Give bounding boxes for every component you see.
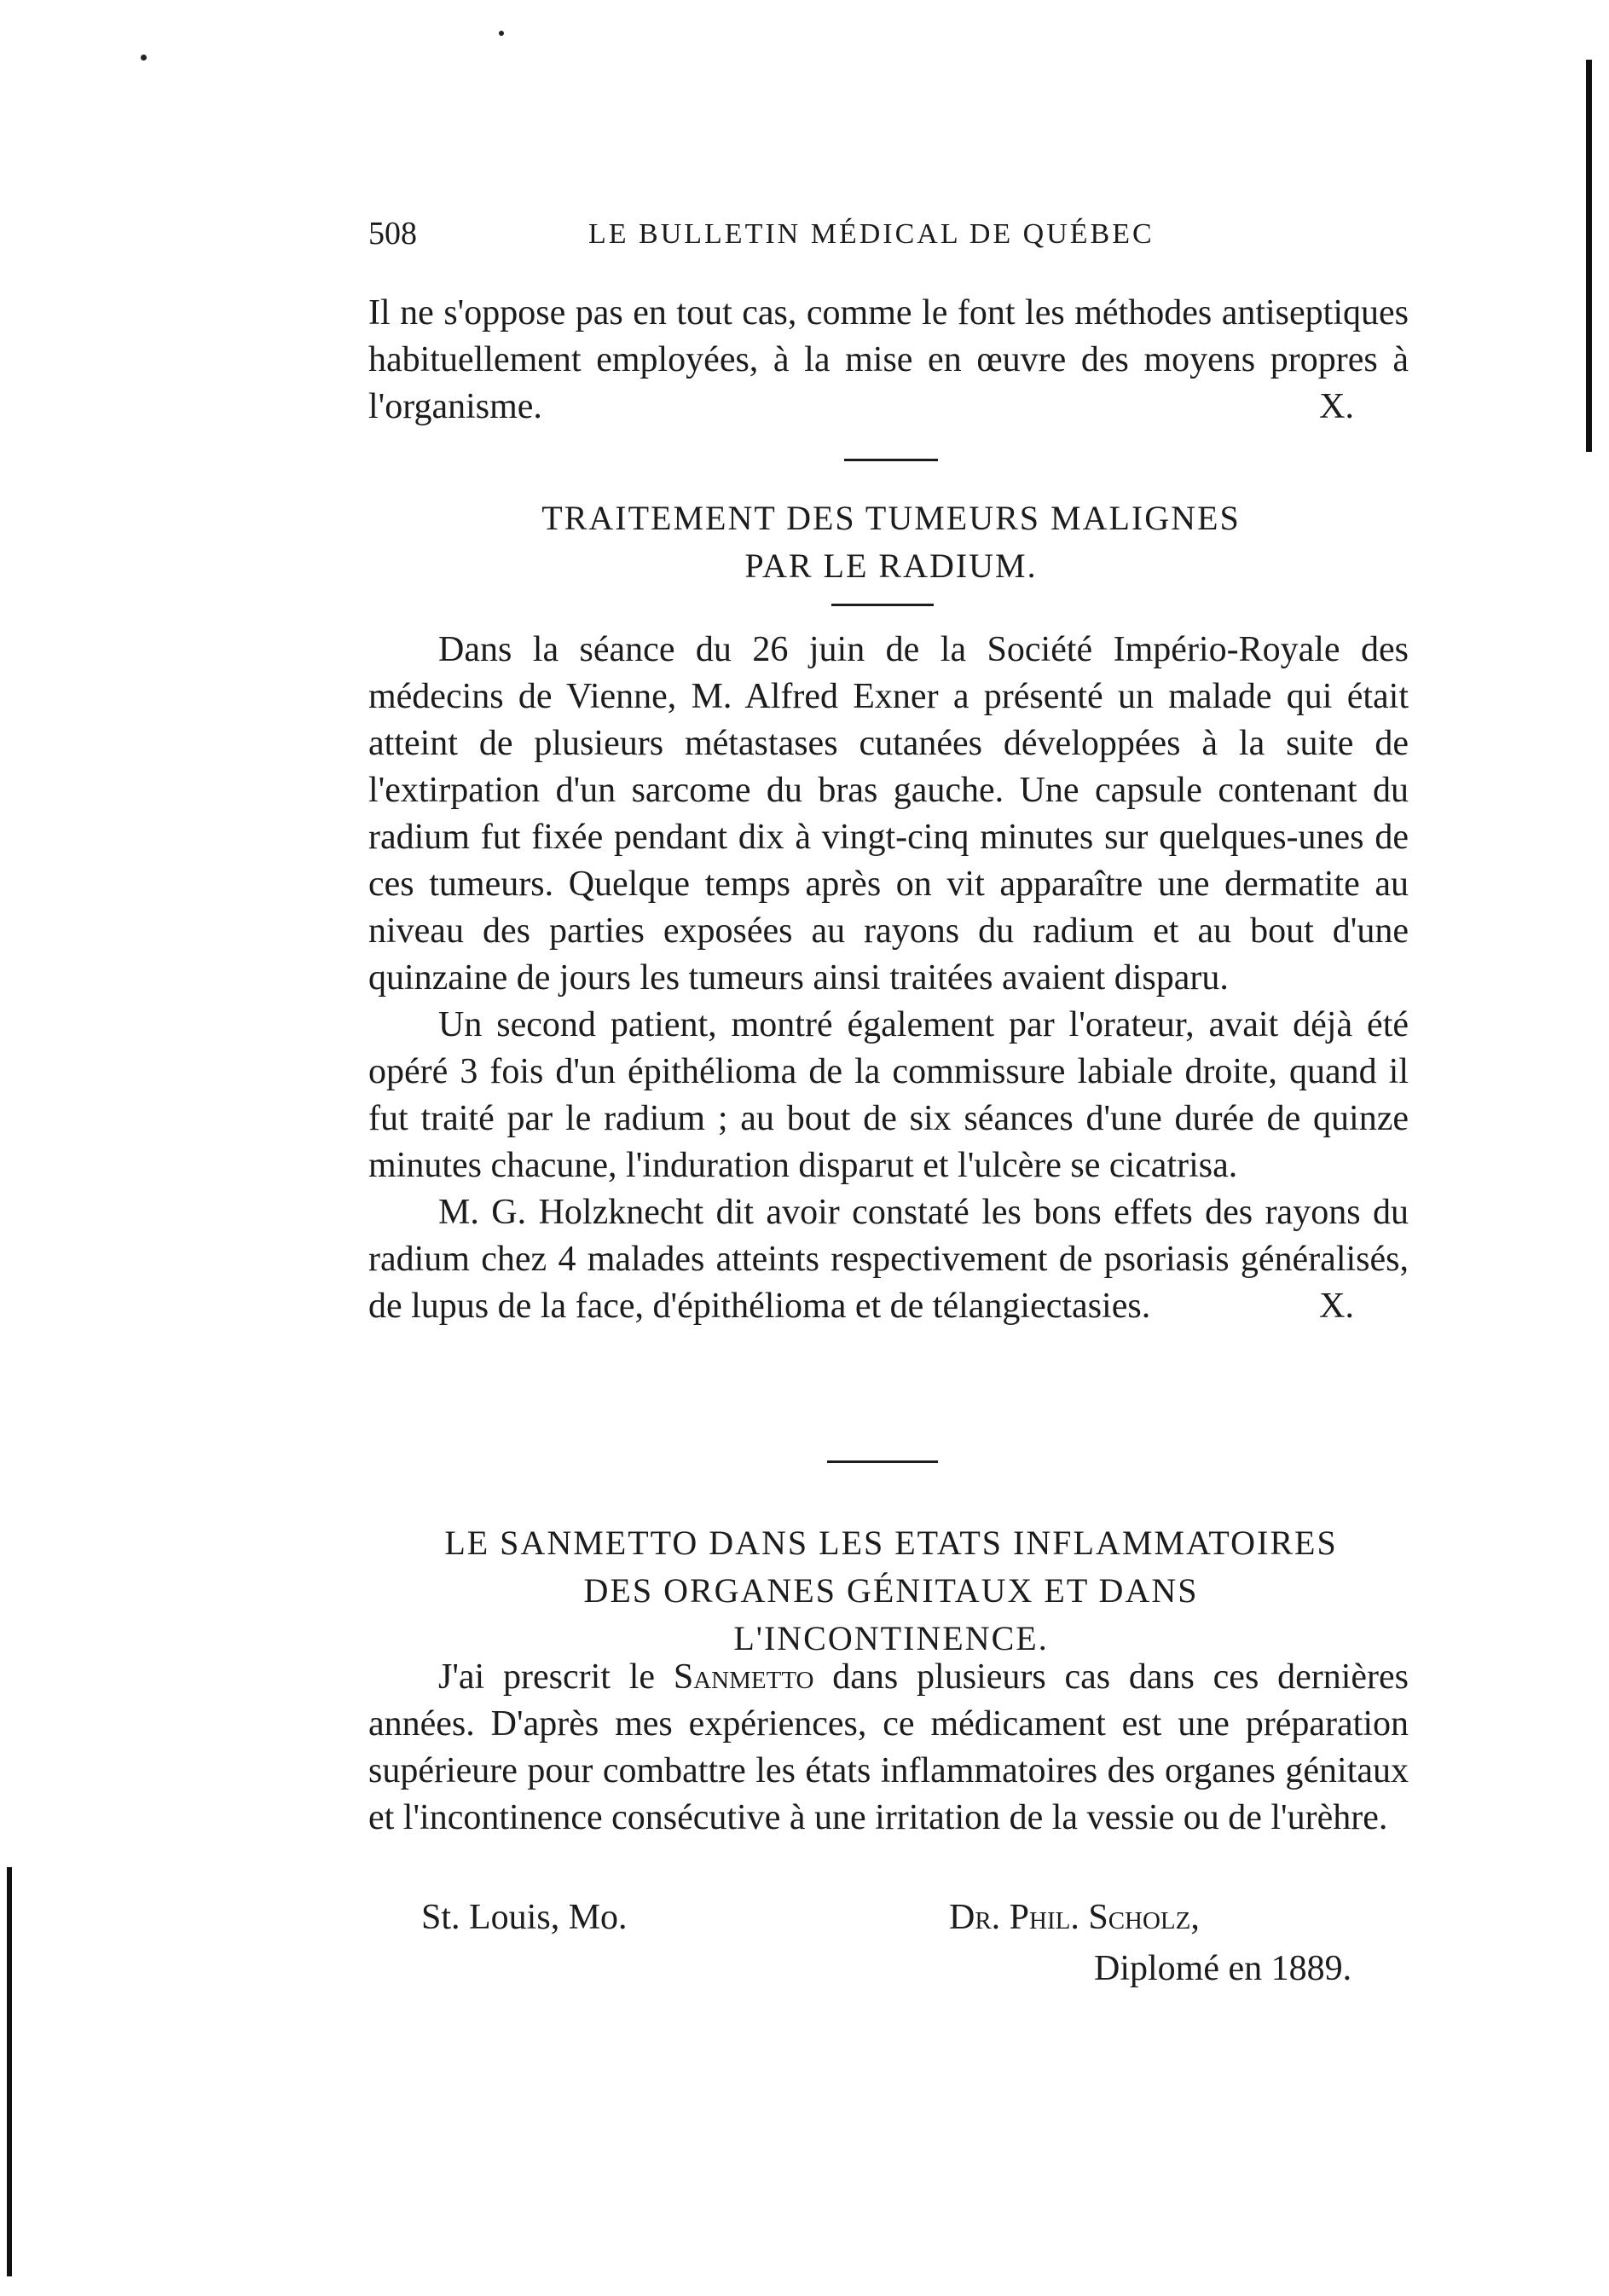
article-1-title-line-1: TRAITEMENT DES TUMEURS MALIGNES (541, 499, 1241, 537)
scan-speck (141, 55, 147, 61)
article-1-title-line-2: PAR LE RADIUM. (744, 547, 1038, 585)
journal-title: LE BULLETIN MÉDICAL DE QUÉBEC (588, 218, 1155, 250)
article-2-text-before: J'ai prescrit le (438, 1657, 674, 1697)
section-rule (827, 1460, 938, 1463)
intro-signature: X. (1319, 387, 1354, 426)
article-1-paragraph-2: Un second patient, montré également par l'orateur, avait déjà été opéré 3 fois d'un épithélioma de la commissure labiale droite, quand il fut traité par le radium ; au bout de six séances d'une durée de quinze minutes chacune, l'induration disparut et l'ulcère se cicatrisa. (368, 1005, 1409, 1185)
article-2-title (341, 1519, 1441, 1663)
diploma: Diplomé en 1889. (1094, 1949, 1352, 1988)
article-1-paragraph-3 (368, 1189, 1409, 1330)
article-1-body (368, 627, 1409, 1330)
article-2-title-line-2: DES ORGANES GÉNITAUX ET DANS (583, 1571, 1199, 1610)
scan-speck (499, 31, 504, 36)
article-2-text-after: dans plusieurs cas dans ces dernières années. D'après mes expériences, ce médicament est une préparation supérieure pour combattre les états inflammatoires des organes génitaux et l'incontinence consécutive à une irritation de la vessie ou de l'urèhre. (368, 1657, 1409, 1837)
article-2-title-line-3: L'INCONTINENCE. (733, 1619, 1049, 1657)
article-2-paragraph-1 (368, 1654, 1409, 1842)
place: St. Louis, Mo. (421, 1898, 628, 1937)
scan-edge-mark-right (1586, 60, 1592, 452)
article-1-title (341, 494, 1441, 590)
article-2-title-line-1: LE SANMETTO DANS LES ETATS INFLAMMATOIRES (444, 1524, 1338, 1562)
page-number: 508 (368, 216, 417, 252)
author: Dr. Phil. Scholz, (949, 1898, 1200, 1937)
intro-paragraph (368, 290, 1409, 431)
article-1-paragraph-3-text: M. G. Holzknecht dit avoir constaté les bons effets des rayons du radium chez 4 malades atteints respectivement de psoriasis généralisés, de lupus de la face, d'épithélioma et de télangiectasies. (368, 1193, 1409, 1326)
intro-block (368, 290, 1409, 431)
intro-text: Il ne s'oppose pas en tout cas, comme le font les méthodes antiseptiques habituellement employées, à la mise en œuvre des moyens propres à l'organisme. (368, 293, 1409, 426)
article-1-signature: X. (1319, 1287, 1354, 1326)
article-1-paragraph-1: Dans la séance du 26 juin de la Société Império-Royale des médecins de Vienne, M. Alfred Exner a présenté un malade qui était atteint de plusieurs métastases cutanées développées à la suite de l'extirpation d'un sarcome du bras gauche. Une capsule contenant du radium fut fixée pendant dix à vingt-cinq minutes sur quelques-unes de ces tumeurs. Quelque temps après on vit apparaître une dermatite au niveau des parties exposées au rayons du radium et au bout d'une quinzaine de jours les tumeurs ainsi traitées avaient disparu. (368, 630, 1409, 998)
title-rule (831, 604, 934, 606)
scan-edge-mark-left (7, 1867, 12, 2276)
section-rule (844, 459, 938, 461)
product-name: Sanmetto (673, 1657, 814, 1697)
article-2-body (368, 1654, 1409, 1842)
